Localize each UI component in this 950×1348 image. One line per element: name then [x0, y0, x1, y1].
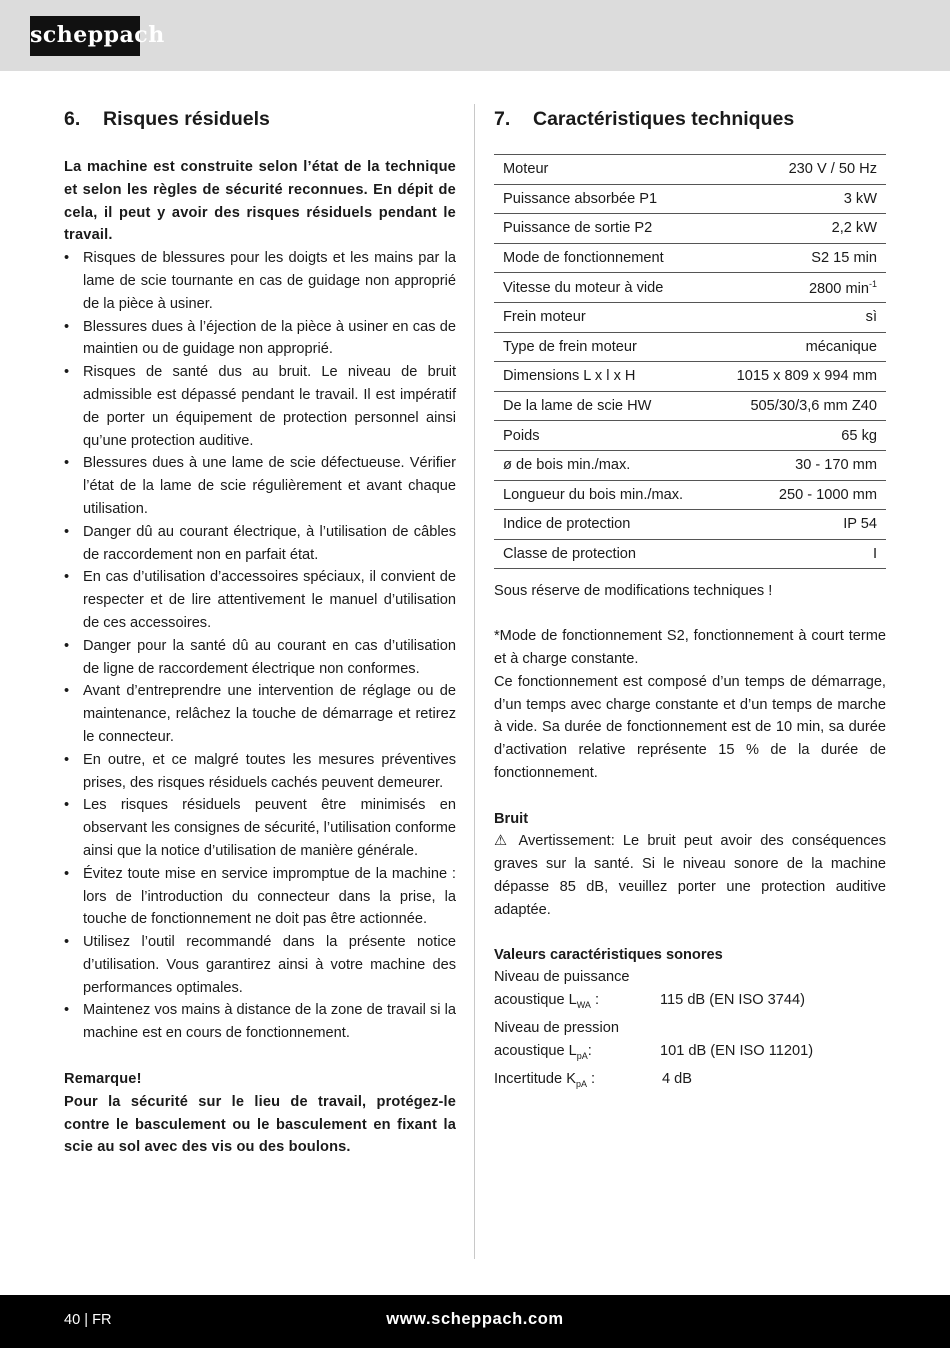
risk-list-item — [64, 566, 456, 634]
sound-values-title: Valeurs caractéristiques sonores — [494, 946, 723, 963]
spec-value — [712, 391, 886, 421]
spec-value-text: 3 kW — [843, 190, 877, 207]
bullet-icon: • — [64, 637, 70, 654]
specs-table — [494, 154, 886, 569]
spec-value-text: 1015 x 809 x 994 mm — [736, 368, 877, 385]
spec-value — [712, 332, 886, 362]
sound-power-row — [494, 989, 886, 1017]
spec-label: Vitesse du moteur à vide — [503, 279, 664, 296]
risk-list-item — [64, 749, 456, 795]
spec-label: Poids — [503, 427, 540, 444]
risk-text: Blessures dues à une lame de scie défectueuse. Vérifier l’état de la lame de scie régulièrement et avant chaque utilisation. — [83, 455, 456, 517]
bullet-icon: • — [64, 569, 70, 586]
risk-text: Risques de blessures pour les doigts et les mains par la lame de scie tournante en cas de guidage non approprié de la pièce à usiner. — [83, 250, 456, 312]
spec-value-text: 505/30/3,6 mm Z40 — [750, 398, 877, 415]
sound-power-subscript: WA — [576, 1000, 591, 1011]
risk-text: Avant d’entreprendre une intervention de réglage ou de maintenance, relâchez la touche de démarrage et retirez le connecteur. — [83, 683, 456, 745]
risk-list-item — [64, 931, 456, 999]
bullet-icon: • — [64, 797, 70, 814]
bullet-icon: • — [64, 455, 70, 472]
sound-power-label-text: acoustique L — [494, 992, 577, 1009]
page-footer — [0, 1295, 950, 1348]
bullet-icon: • — [64, 934, 70, 951]
risk-text: Évitez toute mise en service impromptue de la machine : lors de l’introduction du connecteur dans la prise, la touche de fonctionnement ne doit pas être actionnée. — [83, 865, 456, 928]
risk-list — [64, 247, 456, 1045]
spec-value-text: 65 kg — [841, 427, 877, 444]
spec-row — [494, 273, 886, 303]
spec-label: Frein moteur — [503, 309, 586, 326]
sound-power-label-1: Niveau de puissance — [494, 969, 630, 986]
spec-label: Mode de fonctionnement — [503, 250, 664, 267]
spec-value-text: IP 54 — [843, 516, 877, 533]
uncertainty-label-text: Incertitude K — [494, 1070, 576, 1087]
reserve-note: Sous réserve de modifications techniques ! — [494, 583, 773, 600]
spec-row — [494, 480, 886, 510]
risk-text: En outre, et ce malgré toutes les mesures préventives prises, des risques résiduels cachés peuvent demeurer. — [83, 751, 456, 791]
spec-row — [494, 539, 886, 569]
spec-value-exponent: -1 — [868, 278, 877, 289]
bullet-icon: • — [64, 683, 70, 700]
spec-value-text: sì — [865, 309, 877, 326]
warning-icon: ⚠ — [494, 833, 512, 850]
spec-value-text: S2 15 min — [811, 250, 877, 267]
risk-list-item — [64, 794, 456, 862]
risk-list-item — [64, 863, 456, 931]
spec-label: De la lame de scie HW — [503, 398, 652, 415]
spec-value-text: 2800 min — [808, 280, 869, 297]
section-6-intro: La machine est construite selon l’état de la technique et selon les règles de sécurité reconnues. En dépit de cela, il peut y avoir des risques résiduels pendant le travail. — [64, 159, 456, 244]
section-6-heading — [64, 104, 456, 134]
spec-value-text: 2,2 kW — [831, 220, 877, 237]
sound-pressure-label-row — [494, 1017, 886, 1040]
spec-value — [712, 362, 886, 392]
sound-pressure-label-1: Niveau de pression — [494, 1020, 619, 1037]
risk-text: Utilisez l’outil recommandé dans la présente notice d’utilisation. Vous garantirez ainsi à votre machine des performances optimales. — [83, 934, 456, 996]
sound-power-value: 115 dB (EN ISO 3744) — [660, 992, 805, 1009]
spec-value — [712, 155, 886, 185]
spec-value — [712, 539, 886, 569]
noise-warning — [494, 830, 886, 921]
spec-value-text: I — [872, 546, 877, 563]
spec-row — [494, 421, 886, 451]
spec-value — [712, 302, 886, 332]
spec-row — [494, 184, 886, 214]
spec-value — [712, 214, 886, 244]
risk-text: Les risques résiduels peuvent être minimisés en observant les consignes de sécurité, l’utilisation conforme ainsi que la notice d’utilisation de manière générale. — [83, 797, 456, 859]
risk-list-item — [64, 635, 456, 681]
spec-row — [494, 302, 886, 332]
bullet-icon: • — [64, 523, 70, 540]
spec-value — [712, 243, 886, 273]
spec-value-text: mécanique — [805, 338, 877, 355]
risk-list-item — [64, 361, 456, 452]
spec-label: Moteur — [503, 161, 549, 178]
section-residual-risks — [64, 104, 456, 1159]
remark-text: Pour la sécurité sur le lieu de travail, protégez-le contre le basculement ou le basculement en fixant la scie au sol avec des vis ou des boulons. — [64, 1093, 456, 1156]
spec-value — [712, 421, 886, 451]
column-divider — [474, 104, 475, 1259]
uncertainty-label — [494, 1068, 660, 1096]
page-header — [0, 0, 950, 71]
spec-row — [494, 510, 886, 540]
page-number: 40 | FR — [64, 1312, 112, 1328]
spec-label: ø de bois min./max. — [503, 457, 631, 474]
brand-logo: scheppach — [30, 16, 140, 56]
spec-value — [712, 510, 886, 540]
sound-pressure-label-text: acoustique L — [494, 1042, 577, 1059]
sound-power-label-row — [494, 966, 886, 989]
risk-list-item — [64, 521, 456, 567]
risk-text: Danger pour la santé dû au courant en cas d’utilisation de ligne de raccordement électrique non conformes. — [83, 637, 456, 677]
spec-value — [712, 480, 886, 510]
sound-pressure-label-2 — [494, 1040, 660, 1068]
noise-title: Bruit — [494, 810, 529, 827]
section-6-title: Risques résiduels — [103, 108, 270, 130]
bullet-icon: • — [64, 364, 70, 381]
spec-label: Puissance absorbée P1 — [503, 190, 658, 207]
remark-title: Remarque! — [64, 1071, 142, 1088]
spec-row — [494, 155, 886, 185]
website-link[interactable]: www.scheppach.com — [386, 1310, 564, 1328]
spec-value-text: 250 - 1000 mm — [778, 486, 877, 503]
spec-label: Indice de protection — [503, 516, 631, 533]
mode-note: *Mode de fonctionnement S2, fonctionnement à court terme et à charge constante. — [494, 628, 886, 667]
bullet-icon: • — [64, 250, 70, 267]
risk-list-item — [64, 247, 456, 315]
bullet-icon: • — [64, 318, 70, 335]
risk-list-item — [64, 680, 456, 748]
risk-list-item — [64, 452, 456, 520]
section-6-number: 6. — [64, 108, 81, 130]
bullet-icon: • — [64, 751, 70, 768]
sound-pressure-subscript: pA — [576, 1050, 588, 1061]
sound-pressure-row — [494, 1040, 886, 1068]
sound-power-colon: : — [590, 992, 600, 1009]
risk-text: Risques de santé dus au bruit. Le niveau de bruit admissible est dépassé pendant le travail. Il est impératif de porter un équipement de protection personnel ainsi qu’une protection auditive. — [83, 364, 456, 449]
spec-label: Longueur du bois min./max. — [503, 486, 684, 503]
sound-pressure-colon: : — [587, 1042, 592, 1059]
spec-row — [494, 450, 886, 480]
risk-text: Blessures dues à l’éjection de la pièce à usiner en cas de maintien ou de guidage non approprié. — [83, 318, 456, 358]
spec-value — [712, 184, 886, 214]
spec-value — [712, 450, 886, 480]
section-7-number: 7. — [494, 108, 511, 130]
sound-power-label-2 — [494, 989, 660, 1017]
spec-row — [494, 391, 886, 421]
noise-warning-text: Avertissement: Le bruit peut avoir des conséquences graves sur la santé. Si le niveau sonore de la machine dépasse 85 dB, veuillez porter une protection auditive adaptée. — [494, 833, 886, 918]
bullet-icon: • — [64, 1002, 70, 1019]
section-7-title: Caractéristiques techniques — [533, 108, 795, 130]
spec-value — [712, 273, 886, 303]
risk-list-item — [64, 999, 456, 1045]
mode-note-detail: Ce fonctionnement est composé d’un temps de démarrage, d’un temps avec charge constante et d’un temps de marche à vide. Sa durée de fonctionnement est de 10 min, sa durée d’activation relative représente 15 % de la durée de fonctionnement. — [494, 673, 886, 781]
spec-label: Dimensions L x l x H — [503, 368, 636, 385]
uncertainty-subscript: pA — [575, 1078, 587, 1089]
spec-label: Type de frein moteur — [503, 338, 637, 355]
sound-pressure-value: 101 dB (EN ISO 11201) — [660, 1042, 814, 1059]
spec-value-text: 230 V / 50 Hz — [788, 161, 877, 178]
uncertainty-value: 4 dB — [662, 1070, 693, 1087]
section-7-heading — [494, 104, 886, 134]
spec-label: Classe de protection — [503, 546, 637, 563]
uncertainty-row — [494, 1068, 886, 1096]
remark-block — [64, 1068, 456, 1159]
spec-row — [494, 362, 886, 392]
risk-text: Danger dû au courant électrique, à l’utilisation de câbles de raccordement non en parfait état. — [83, 523, 456, 563]
spec-value-text: 30 - 170 mm — [795, 457, 877, 474]
spec-row — [494, 214, 886, 244]
risk-list-item — [64, 316, 456, 362]
risk-text: Maintenez vos mains à distance de la zone de travail si la machine est en cours de fonctionnement. — [83, 1002, 456, 1042]
section-technical-specs — [494, 104, 886, 1095]
risk-text: En cas d’utilisation d’accessoires spéciaux, il convient de respecter et de lire attentivement le manuel d’utilisation de ces accessoires. — [83, 569, 456, 631]
spec-row — [494, 243, 886, 273]
bullet-icon: • — [64, 865, 70, 882]
spec-row — [494, 332, 886, 362]
spec-label: Puissance de sortie P2 — [503, 220, 653, 237]
uncertainty-colon: : — [586, 1070, 596, 1087]
